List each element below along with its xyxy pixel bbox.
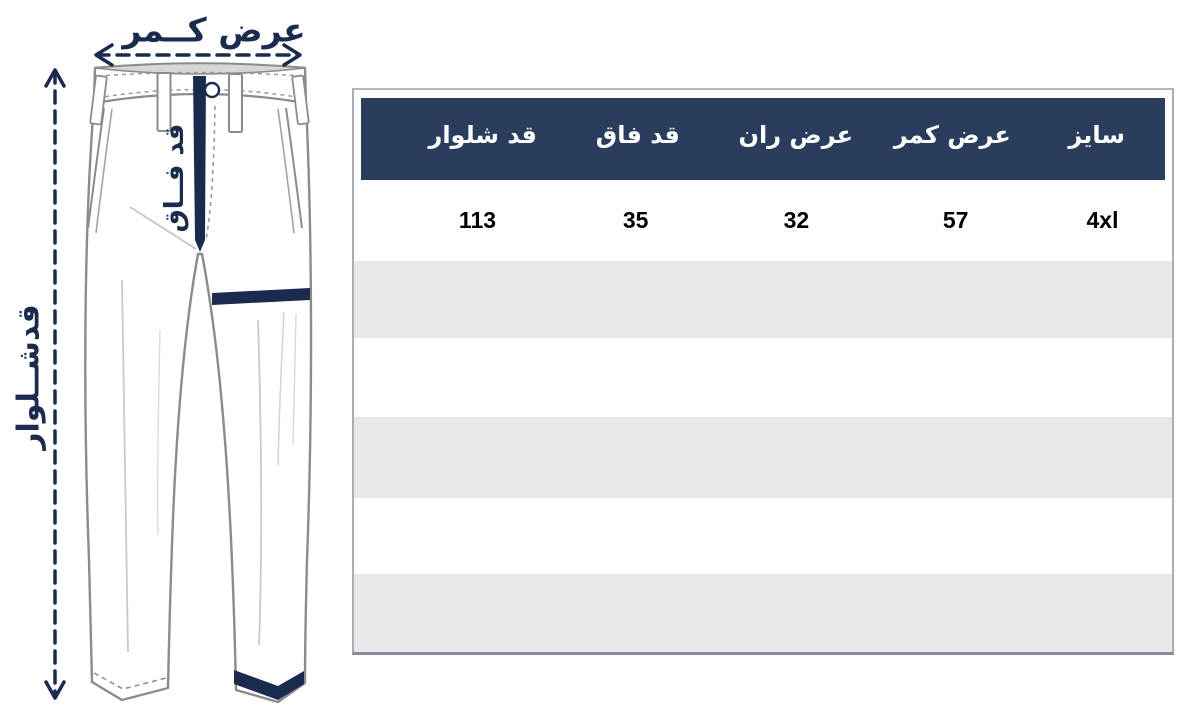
table-cell-thigh-width: 32 [783,207,810,233]
table-row [354,180,1172,261]
pants-diagram [0,0,340,727]
header-cell-crotch-length: قد فاق [595,121,680,149]
pants-length-arrow [46,70,64,698]
header-cell-pants-length: قد شلوار [428,121,537,149]
crotch-length-label: قد فــاق [160,123,190,233]
table-row [354,498,1172,574]
header-cell-waist-width: عرض کمر [893,121,1011,149]
table-row [354,261,1172,338]
table-row [354,574,1172,652]
table-row [354,417,1172,498]
table-row [354,338,1172,417]
waist-button [205,83,219,97]
size-table [352,88,1174,655]
belt-loop [158,73,171,131]
table-header-row [361,98,1165,180]
table-cell-pants-length: 113 [458,207,497,233]
table-cell-crotch-length: 35 [622,207,649,233]
header-cell-thigh-width: عرض ران [738,121,854,149]
pants-length-label: قدشــلوار [11,304,47,450]
crotch-length-stripe [193,76,206,252]
table-cell-waist-width: 57 [942,207,969,233]
table-cell-size: 4xl [1086,207,1119,233]
belt-loop [229,74,242,132]
header-cell-size: سایز [1068,121,1125,149]
waist-width-label: عرض کــمر [122,10,306,50]
